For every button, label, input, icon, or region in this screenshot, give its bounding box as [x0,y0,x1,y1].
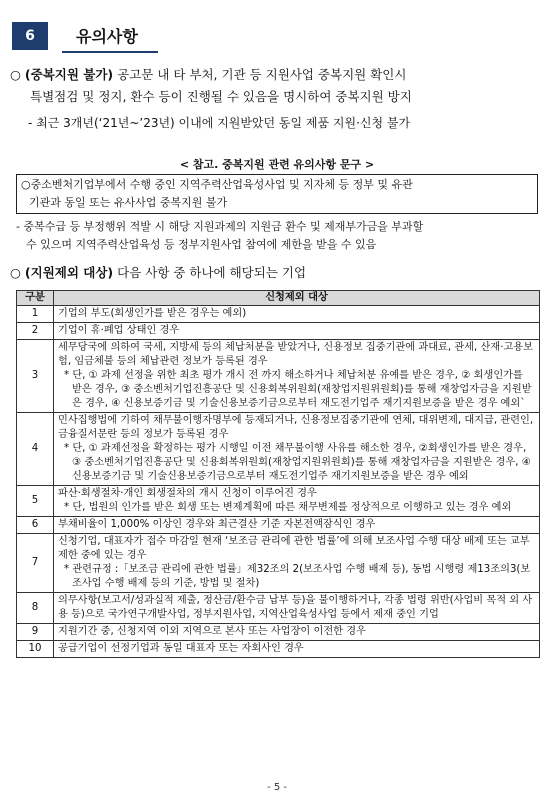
table-row [17,641,540,658]
row-text: 지원기간 중, 신청지역 이외 지역으로 본사 또는 사업장이 이전한 경우 [54,624,540,641]
row-text: 의무사항(보고서/성과실적 제출, 정산금/환수금 납부 등)을 불이행하거나, 각종 법령 위반(사업비 목적 외 사용 등)으로 국가연구개발사업, 정부지원사업, 지역산업육성사업 등에서 제재 중인 기업 [54,593,540,624]
row-text: 신청기업, 대표자가 접수 마감일 현재 ‘보조금 관리에 관한 법률’에 의해 보조사업 수행 대상 배제 또는 교부 제한 중에 있는 경우 [58,536,530,561]
row-number: 8 [17,593,54,624]
reference-box [16,174,538,214]
row-cell [54,340,540,413]
reference-note-line1: - 중복수급 등 부정행위 적발 시 해당 지원과제의 지원금 환수 및 제재부가금을 부과할 [16,220,424,233]
duplicate-support-paragraph [10,64,546,108]
row-note: * 단, ① 과제 선정을 위한 최초 평가 개시 전 까지 해소하거나 체납처분 유예를 받은 경우, ② 회생인가를 받은 경우, ③ 중소벤처기업진흥공단 및 신용회복위원회(재창업지원위원회)를 통해 재창업자금을 지원받은 경우, ④ 신용보증기금 및 기술신용보증기금으로부터 재도전기업주 재기지원보증을 받은 경우 예외` [64,370,532,409]
table-row [17,486,540,517]
row-cell [54,413,540,486]
table-header-row [17,291,540,306]
table-row [17,413,540,486]
row-note: * 단, 법원의 인가를 받은 회생 또는 변제계획에 따른 채무변제를 정상적으로 이행하고 있는 경우 예외 [64,502,512,513]
exclusion-text: 다음 사항 중 하나에 해당되는 기업 [113,265,307,280]
row-number: 4 [17,413,54,486]
duplicate-sub: - 최근 3개년(‘21년~’23년) 이내에 지원받았던 동일 제품 지원·신청 불가 [28,116,411,130]
bullet: ○ [10,67,21,82]
row-text: 민사집행법에 기하여 채무불이행자명부에 등재되거나, 신용정보집중기관에 연체, 대위변제, 대지급, 관련인, 금융질서문란 등의 정보가 등록된 경우 [58,415,534,440]
row-number: 1 [17,306,54,323]
row-number: 9 [17,624,54,641]
row-number: 2 [17,323,54,340]
row-text: 세무당국에 의하여 국세, 지방세 등의 체납처분을 받았거나, 신용정보 집중기관에 과대료, 관세, 산재·고용보험, 임금체불 등의 체납관련 정보가 등록된 경우 [58,342,533,367]
row-note: * 단, ① 과제선정을 확정하는 평가 시행일 이전 채무불이행 사유를 해소한 경우, ②회생인가를 받은 경우, ③ 중소벤처기업진흥공단 및 신용회복위원회(재창업지원위원회)를 통해 재창업자금을 지원받은 경우, ④ 신용보증기금 및 기술신용보증기금으로부터 재도전기업주 재기지원보증을 받은 경우 예외 [64,443,531,482]
header-category: 구분 [17,291,54,306]
reference-title: < 참고. 중복지원 관련 유의사항 문구 > [179,158,375,171]
row-text: 부채비율이 1,000% 이상인 경우와 최근결산 기준 자본전액잠식인 경우 [54,517,540,534]
reference-note-line2: 수 있으며 지역주력산업육성 등 정부지원사업 참여에 제한을 받을 수 있음 [26,238,377,251]
duplicate-line1: 공고문 내 타 부처, 기관 등 지원사업 중복지원 확인시 [113,67,407,82]
exclusion-lead: (지원제외 대상) [24,265,114,280]
reference-box-line1: ○중소벤처기업부에서 수행 중인 지역주력산업육성사업 및 지자체 등 정부 및 유관 [21,178,413,191]
bullet: ○ [10,265,21,280]
duplicate-line2: 특별점검 및 정지, 환수 등이 진행될 수 있음을 명시하여 중복지원 방지 [30,89,412,104]
exclusion-table [16,290,540,658]
row-number: 7 [17,534,54,593]
row-cell [54,486,540,517]
row-text: 기업의 부도(회생인가를 받은 경우는 예외) [54,306,540,323]
table-row [17,624,540,641]
header-target: 신청제외 대상 [54,291,540,306]
table-row [17,517,540,534]
row-cell [54,534,540,593]
table-row [17,534,540,593]
row-text: 공급기업이 선정기업과 동일 대표자 또는 자회사인 경우 [54,641,540,658]
section-title: 유의사항 [76,27,138,46]
table-row [17,340,540,413]
row-number: 10 [17,641,54,658]
row-number: 5 [17,486,54,517]
section-number: 6 [12,22,48,50]
section-heading [12,22,158,54]
reference-note [16,218,542,254]
table-row [17,593,540,624]
row-number: 3 [17,340,54,413]
row-text: 기업이 휴·폐업 상태인 경우 [54,323,540,340]
table-row [17,323,540,340]
section-underline [62,51,158,53]
row-number: 6 [17,517,54,534]
exclusion-paragraph [10,262,546,284]
table-row [17,306,540,323]
reference-box-line2: 기관과 동일 또는 유사사업 중복지원 불가 [29,196,228,209]
row-text: 파산·회생절차·개인 회생절차의 개시 신청이 이루어진 경우 [58,488,317,499]
row-note: * 관련규정 :「보조금 관리에 관한 법률」제32조의 2(보조사업 수행 배제 등), 동법 시행령 제13조의3(보조사업 수행 배제 등의 기준, 방법 및 절차) [64,564,531,589]
page-number: - 5 - [267,782,287,793]
duplicate-lead: (중복지원 불가) [24,67,114,82]
